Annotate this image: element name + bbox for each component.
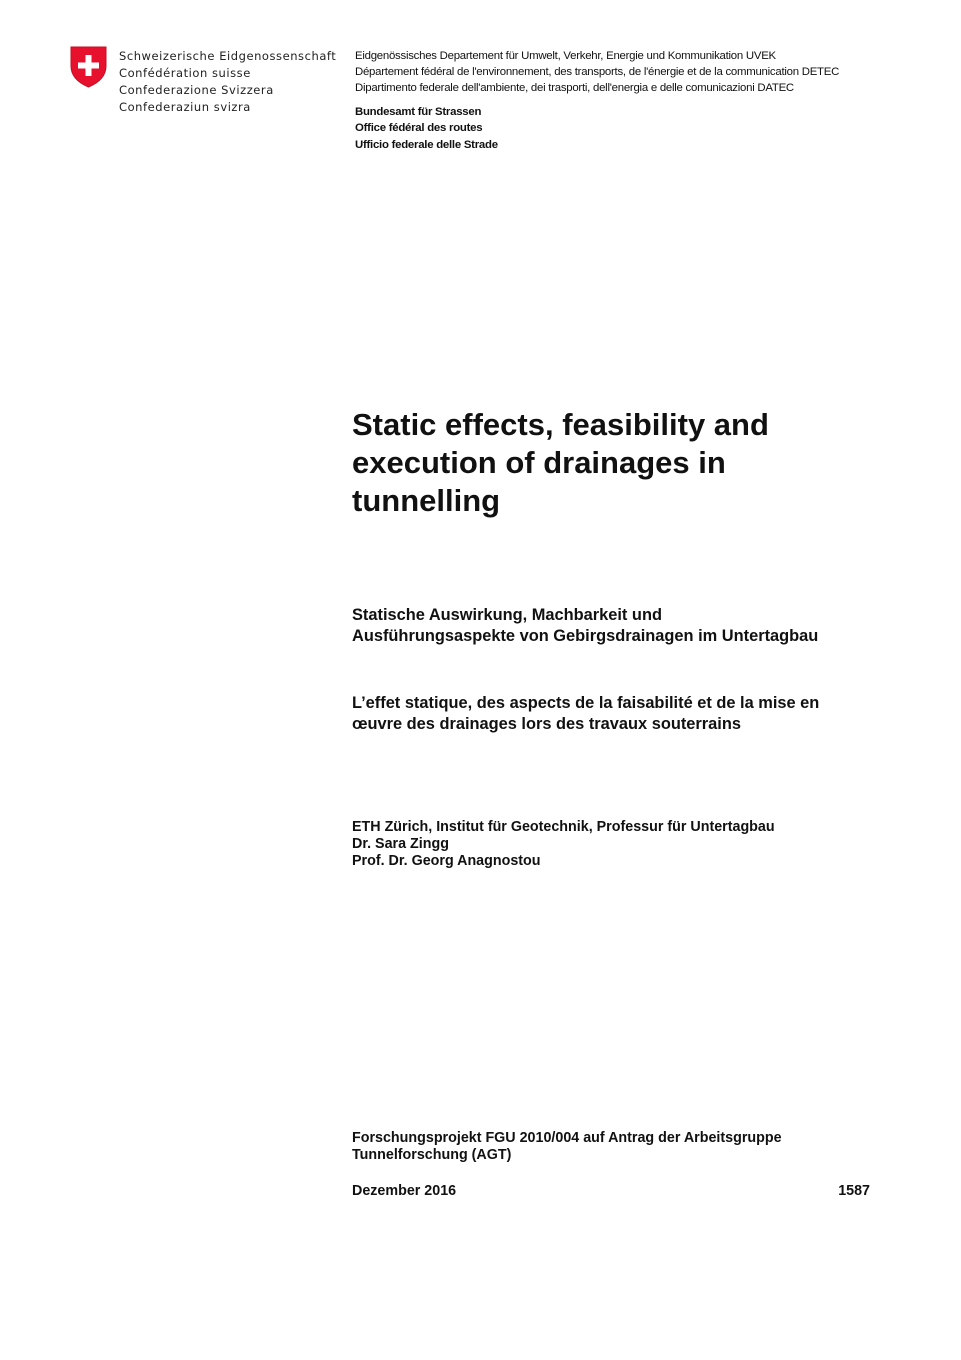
report-title	[352, 406, 822, 520]
research-project-block	[352, 1130, 782, 1164]
swiss-shield-icon	[70, 46, 107, 88]
subtitle-german	[352, 605, 818, 647]
subtitle-french-line: œuvre des drainages lors des travaux souterrains	[352, 715, 741, 733]
department-name-it: Dipartimento federale dell'ambiente, dei trasporti, dell'energia e delle comunicazioni DATEC	[355, 82, 794, 95]
confederation-name-it: Confederazione Svizzera	[119, 83, 274, 97]
office-name-fr: Office fédéral des routes	[355, 122, 483, 135]
report-number: 1587	[838, 1183, 870, 1199]
subtitle-french-line: L’effet statique, des aspects de la faisabilité et de la mise en	[352, 694, 820, 712]
subtitle-german-line: Statische Auswirkung, Machbarkeit und	[352, 606, 662, 624]
office-name-de: Bundesamt für Strassen	[355, 106, 482, 118]
department-name-de: Eidgenössisches Departement für Umwelt, Verkehr, Energie und Kommunikation UVEK	[355, 50, 776, 62]
publication-date: Dezember 2016	[352, 1183, 457, 1199]
author-institution: ETH Zürich, Institut für Geotechnik, Professur für Untertagbau	[352, 819, 775, 835]
confederation-name-fr: Confédération suisse	[119, 66, 251, 80]
report-title-line: Static effects, feasibility and	[352, 407, 769, 442]
report-title-line: tunnelling	[352, 483, 501, 518]
office-block	[355, 104, 498, 153]
department-name-fr: Département fédéral de l'environnement, des transports, de l'énergie et de la communication DETEC	[355, 66, 840, 79]
subtitle-french	[352, 693, 819, 735]
confederation-name-de: Schweizerische Eidgenossenschaft	[119, 49, 337, 63]
department-block	[355, 48, 839, 97]
author-name: Prof. Dr. Georg Anagnostou	[352, 853, 541, 869]
research-project-line: Tunnelforschung (AGT)	[352, 1147, 512, 1163]
research-project-line: Forschungsprojekt FGU 2010/004 auf Antrag der Arbeitsgruppe	[352, 1130, 782, 1146]
authors-block	[352, 819, 775, 870]
confederation-name-rm: Confederaziun svizra	[119, 100, 251, 114]
swiss-confederation-logo	[70, 46, 340, 126]
author-name: Dr. Sara Zingg	[352, 836, 449, 852]
report-title-line: execution of drainages in	[352, 445, 726, 480]
subtitle-german-line: Ausführungsaspekte von Gebirgsdrainagen im Untertagbau	[352, 627, 819, 645]
confederation-names	[119, 48, 336, 116]
office-name-it: Ufficio federale delle Strade	[355, 138, 498, 151]
